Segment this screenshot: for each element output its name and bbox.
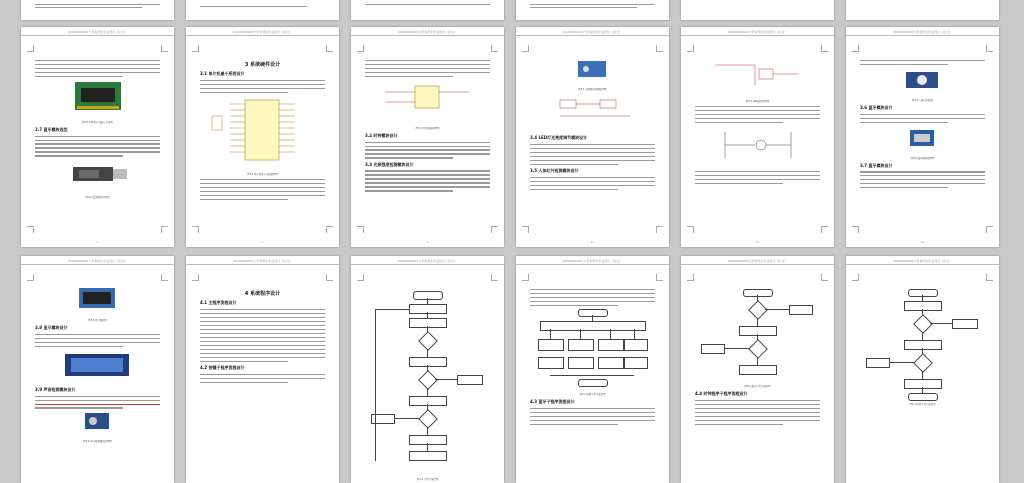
lcd-image bbox=[35, 350, 160, 380]
page-strip-6 bbox=[846, 0, 999, 20]
page-header: XXXXXXXXXX大学本科生毕业设计（论文） bbox=[681, 259, 834, 265]
page-header: XXXXXXXXXX大学本科生毕业设计（论文） bbox=[186, 30, 339, 36]
display-module-image bbox=[35, 286, 160, 312]
caption-clock-flow: 图4.4 时钟子程序流程图 bbox=[909, 403, 936, 406]
caption-key: 图4.2 按键子程序流程图 bbox=[579, 392, 606, 396]
caption-led: 图3.4 LED驱动原理图 bbox=[745, 100, 770, 103]
light-schematic bbox=[530, 94, 655, 128]
led-circuit bbox=[695, 126, 820, 164]
mcu-schematic bbox=[200, 96, 325, 166]
page-header: XXXXXXXXXX大学本科生毕业设计（论文） bbox=[681, 30, 834, 36]
page-number: 10 bbox=[590, 240, 595, 244]
section-title-4: 4 系统程序设计 bbox=[244, 291, 281, 297]
led-schematic bbox=[695, 57, 820, 93]
page-16[interactable] bbox=[516, 256, 669, 483]
caption-disp: 图3.8 显示模块图 bbox=[88, 319, 107, 322]
page-number: 12 bbox=[920, 240, 925, 244]
page-strip-1 bbox=[21, 0, 174, 20]
heading-4-2: 4.2 按键子程序流程设计 bbox=[200, 364, 245, 370]
bt-module-image bbox=[860, 126, 985, 150]
heading-3-6: 3.6 蓝牙模块设计 bbox=[860, 104, 893, 110]
page-header: XXXXXXXXXX大学本科生毕业设计（论文） bbox=[21, 30, 174, 36]
page-number: 7 bbox=[96, 240, 99, 244]
page-header: XXXXXXXXXX大学本科生毕业设计（论文） bbox=[846, 30, 999, 36]
page-strip-4 bbox=[516, 0, 669, 20]
caption-main: 图4.1 主程序流程图 bbox=[416, 478, 439, 481]
caption-min: 图3.1 单片机最小系统原理图 bbox=[247, 172, 278, 176]
page-header: XXXXXXXXXX大学本科生毕业设计（论文） bbox=[351, 259, 504, 265]
caption-pir: 图3.5 人体红外模块 bbox=[911, 98, 934, 102]
light-module-image bbox=[530, 57, 655, 81]
caption-bt: 图3.6 蓝牙模块原理图 bbox=[910, 156, 935, 160]
stc-board-image bbox=[35, 80, 160, 114]
page-7[interactable] bbox=[21, 27, 174, 247]
page-13[interactable] bbox=[21, 256, 174, 483]
page-8[interactable] bbox=[186, 27, 339, 247]
page-14[interactable] bbox=[186, 256, 339, 483]
page-11[interactable] bbox=[681, 27, 834, 247]
heading-4-4: 4.4 时钟程序子程序流程设计 bbox=[695, 391, 748, 396]
heading-3-2: 3.2 时钟模块设计 bbox=[365, 132, 398, 138]
heading-3-5: 3.5 人体红外检测模块设计 bbox=[530, 167, 579, 173]
sound-module-image bbox=[35, 411, 160, 433]
page-header: XXXXXXXXXX大学本科生毕业设计（论文） bbox=[846, 259, 999, 265]
heading-3-4: 3.4 LED灯光亮度调节模块设计 bbox=[530, 135, 588, 140]
page-strip-3 bbox=[351, 0, 504, 20]
page-header: XXXXXXXXXX大学本科生毕业设计（论文） bbox=[21, 259, 174, 265]
heading-3-9: 3.9 声音检测模块设计 bbox=[35, 386, 76, 392]
clock-schematic bbox=[365, 80, 490, 120]
page-15[interactable] bbox=[351, 256, 504, 483]
caption-clk: 图3.2 时钟模块原理图 bbox=[415, 126, 440, 130]
key-flowchart bbox=[530, 309, 655, 389]
clock-flowchart bbox=[860, 289, 985, 399]
heading-3-1: 3.1 单片机最小系统设计 bbox=[200, 71, 245, 76]
caption-bt-flow: 图4.3 蓝牙子程序流程图 bbox=[744, 385, 771, 388]
page-header: XXXXXXXXXX大学本科生毕业设计（论文） bbox=[186, 259, 339, 265]
page-header: XXXXXXXXXX大学本科生毕业设计（论文） bbox=[516, 259, 669, 265]
heading-3-3: 3.3 光照强度检测模块设计 bbox=[365, 161, 414, 167]
heading-3-7: 3.7 蓝牙模块设计 bbox=[860, 162, 893, 168]
caption-stc: 图2.5 STC单片机最小系统图 bbox=[82, 120, 113, 124]
heading-4-3: 4.3 蓝牙子程序流程设计 bbox=[530, 398, 575, 404]
page-18[interactable] bbox=[846, 256, 999, 483]
page-strip-2 bbox=[186, 0, 339, 20]
heading-3-8: 3.8 显示模块设计 bbox=[35, 325, 68, 330]
caption-light: 图3.3 光照强度检测原理图 bbox=[578, 88, 607, 91]
main-flowchart bbox=[365, 289, 490, 474]
section-title-3: 3 系统硬件设计 bbox=[244, 62, 281, 68]
page-12[interactable] bbox=[846, 27, 999, 247]
usb-bt-image bbox=[35, 159, 160, 189]
page-10[interactable] bbox=[516, 27, 669, 247]
page-strip-5 bbox=[681, 0, 834, 20]
page-9[interactable] bbox=[351, 27, 504, 247]
page-number: 9 bbox=[426, 240, 429, 244]
page-17[interactable] bbox=[681, 256, 834, 483]
caption-usb: 图2.6 蓝牙模块实物图 bbox=[85, 196, 110, 200]
heading-4-1: 4.1 主程序流程设计 bbox=[200, 300, 237, 305]
pir-module-image bbox=[860, 68, 985, 92]
heading-2-7: 2.7 蓝牙模块选型 bbox=[35, 126, 68, 132]
page-number: 11 bbox=[755, 240, 760, 244]
caption-sound: 图3.9 声音检测模块原理图 bbox=[83, 440, 112, 444]
page-number: 8 bbox=[261, 240, 264, 244]
page-header: XXXXXXXXXX大学本科生毕业设计（论文） bbox=[351, 30, 504, 36]
bt-flowchart bbox=[695, 289, 820, 381]
page-header: XXXXXXXXXX大学本科生毕业设计（论文） bbox=[516, 30, 669, 36]
